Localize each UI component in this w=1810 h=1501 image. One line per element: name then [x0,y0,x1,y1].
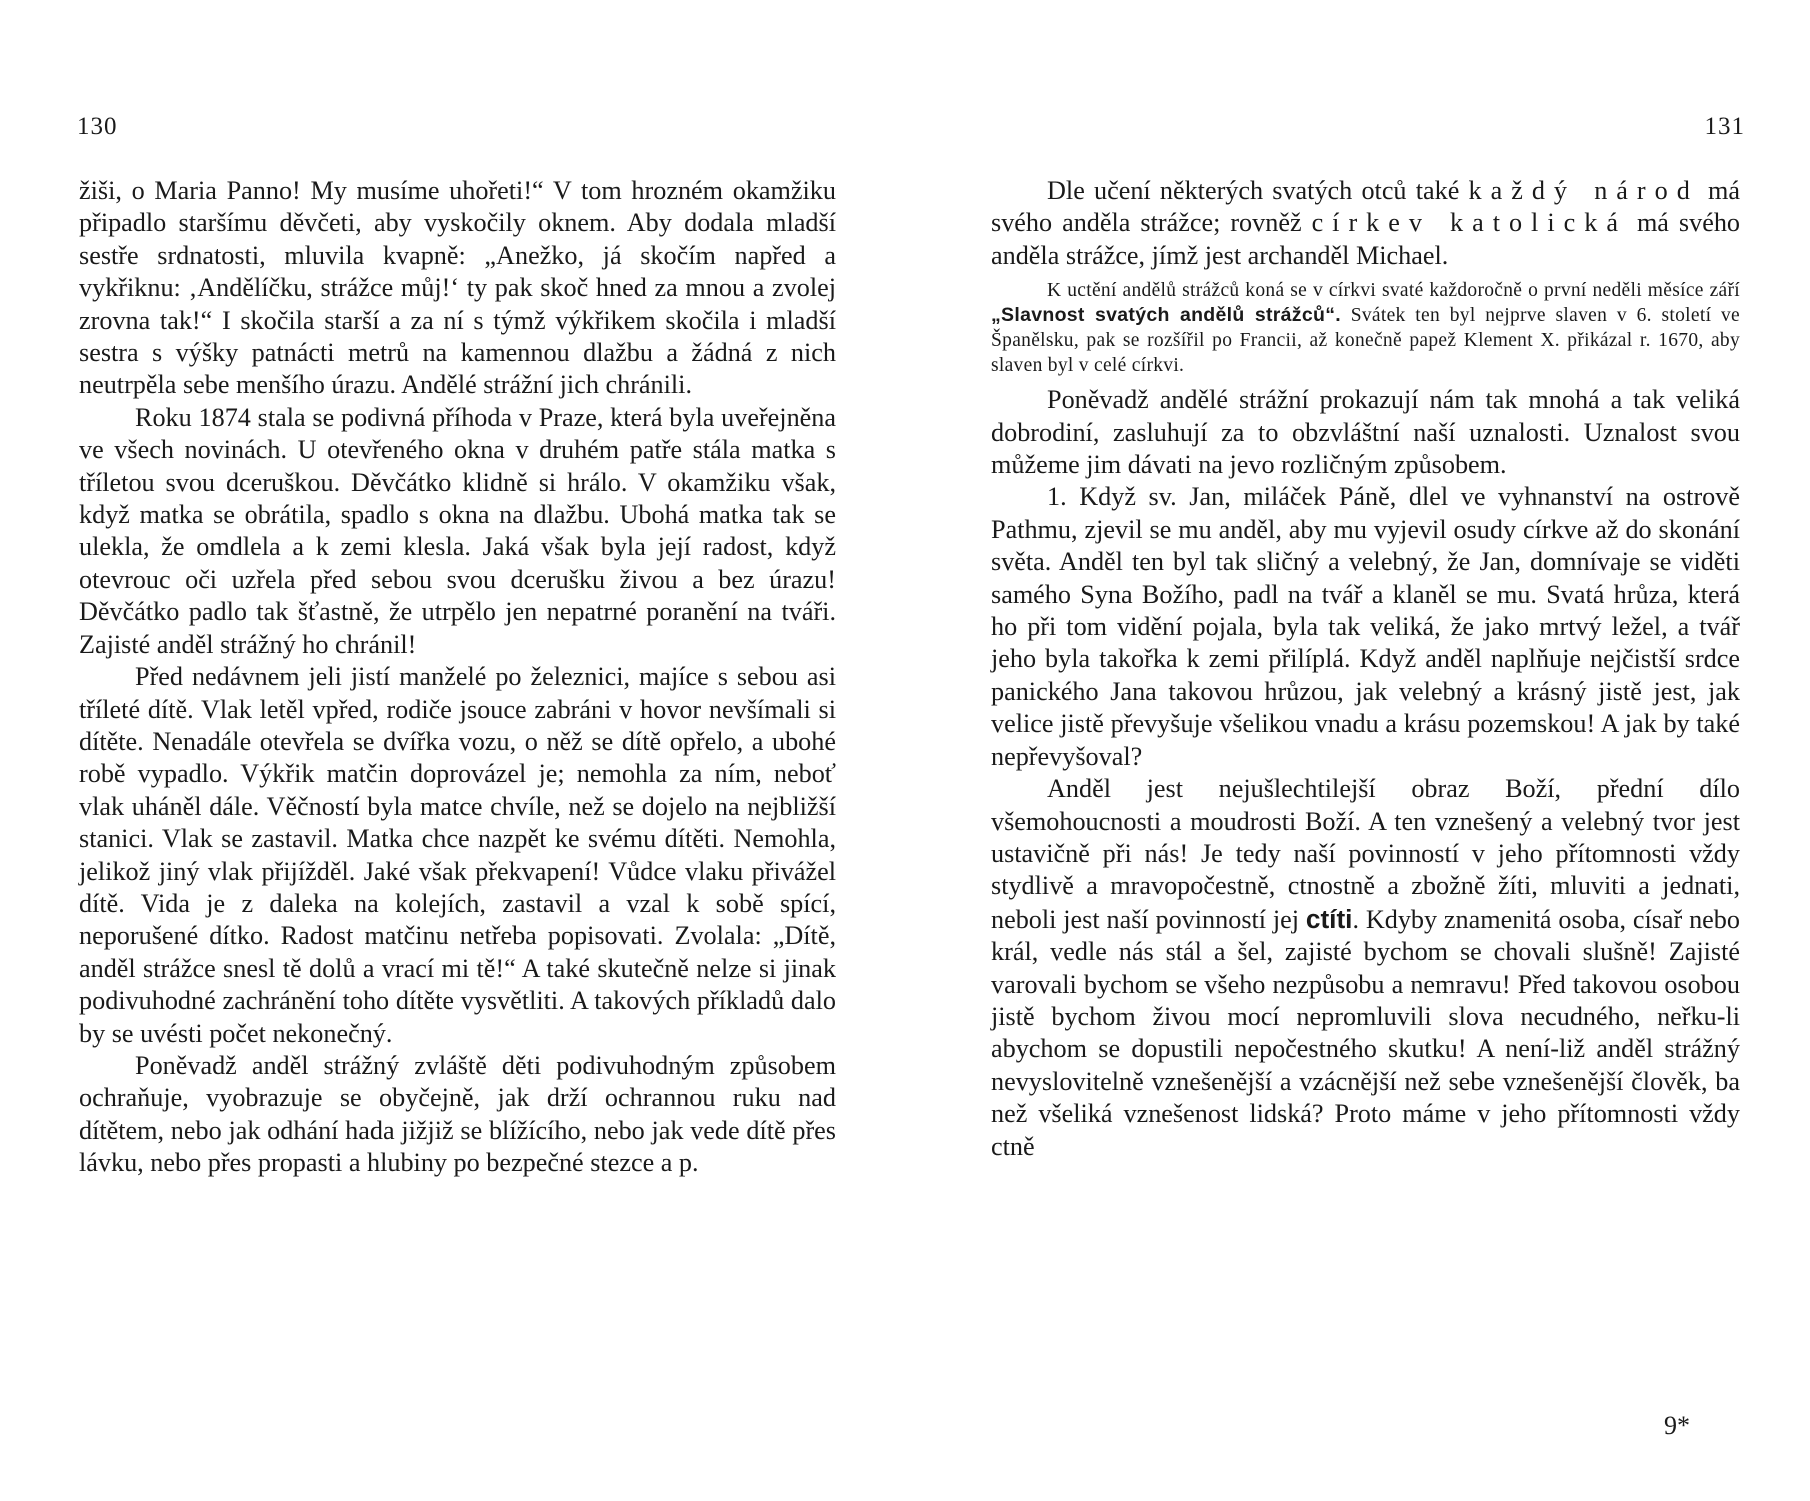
signature-mark: 9* [1664,1411,1690,1440]
paragraph: 1. Když sv. Jan, miláček Páně, dlel ve vyhnanství na ostrově Pathmu, zjevil se mu anděl, aby mu vyjevil osudy církve až do skonání světa. Anděl ten byl tak sličný a velebný, že Jan, domnívaje se viděti samého Syna Božího, padl na tvář a klaněl se mu. Svatá hrůza, která ho při tom vidění pojala, byla tak veliká, že jako mrtvý ležel, a tvář jeho byla takořka k zemi přilíplá. Když anděl naplňuje nejčistší srdce panického Jana takovou hrůzou, jak velebný a krásný jistě jest, jak velice jistě převyšuje všelikou vnadu a krásu pozemskou! A jak by také nepřevyšoval? [991,482,1740,771]
paragraph [991,773,1740,1163]
right-page [905,0,1810,1501]
bold-word: ctíti [1305,903,1353,934]
text-run: Anděl jest nejušlechtilejší obraz Boží, přední dílo všemohoucnosti a moudrosti Boží. A ten vznešený a velebný tvor jest ustavičně při nás! Je tedy naší povinností v jeho přítomnosti vždy stydlivě a mravopočestně, ctnostně a zbožně žíti, mluviti a jednati, neboli jest naší povinností jej [991,774,1740,934]
bold-feast-name: „Slavnost svatých andělů strážců“. [991,304,1341,327]
text-column [79,175,836,1180]
text-run: Svátek ten byl nejprve slaven v 6. století ve Španělsku, pak se rozšířil po Francii, až konečně papež Klement X. přikázal r. 1670, aby slaven byl v celé církvi. [991,305,1741,377]
paragraph: žiši, o Maria Panno! My musíme uhořeti!“ V tom hrozném okamžiku připadlo staršímu děvčeti, aby vyskočily oknem. Aby dodala mladší sestře srdnatosti, mluvila kvapně: „Anežko, já skočím napřed a vykřiknu: ‚Andělíčku, strážce můj!‘ ty pak skoč hned za mnou a zvolej zrovna tak!“ I skočila starší a za ní s týmž výkřikem skočila i mladší sestra s výšky patnácti metrů na kamennou dlažbu a žádná z nich neutrpěla sebe menšího úrazu. Andělé strážní jich chránili. [79,176,836,400]
spaced-emphasis: církev katolická [1311,208,1627,238]
paragraph: Před nedávnem jeli jistí manželé po železnici, majíce s sebou asi tříleté dítě. Vlak letěl vpřed, rodiče jsouce zabráni v hovor nevšímali si dítěte. Nenadále otevřela se dvířka vozu, o něž se dítě opřelo, a ubohé robě vypadlo. Výkřik matčin doprovázel je; nemohla za ním, neboť vlak uháněl dále. Věčností byla matce chvíle, než se dojelo na nejbližší stanici. Vlak se zastavil. Matka chce nazpět ke svému dítěti. Nemohla, jelikož jiný vlak přijížděl. Jaké však překvapení! Vůdce vlaku přivážel dítě. Vida je z daleka na kolejích, zastavil a vzal k sobě spící, neporušené dítko. Radost matčinu netřeba popisovati. Zvolala: „Dítě, anděl strážce snesl tě dolů a vrací mi tě!“ A také skutečně nelze si jinak podivuhodné zachránění toho dítěte vysvětliti. A takových příkladů dalo by se uvésti počet nekonečný. [79,662,836,1048]
paragraph: Roku 1874 stala se podivná příhoda v Praze, která byla uveřejněna ve všech novinách. U otevřeného okna v druhém patře stála matka s tříletou svou dceruškou. Děvčátko klidně si hrálo. V okamžiku však, když matka se obrátila, spadlo s okna na dlažbu. Ubohá matka tak se ulekla, že omdlela a k zemi klesla. Jaká však byla její radost, když otevrouc oči uzřela před sebou svou dcerušku živou a bez úrazu! Děvčátko padlo tak šťastně, že utrpělo jen nepatrné poranění na tváři. Zajisté anděl strážný ho chránil! [79,402,836,659]
text-run: . Kdyby znamenitá osoba, císař nebo král, vedle nás stál a šel, zajisté bychom se chovali slušně! Zajisté varovali bychom se všeho nezpůsobu a nemravu! Před takovou osobou jistě bychom živou mocí nepromluvili slova necudného, neřku-li abychom se dopustili nepočestného skutku! A není-liž anděl strážný nevyslovitelně vznešenější a vzácnější než sebe vznešenější člověk, ba než všeliká vznešenost lidská? Proto máme v jeho přítomnosti vždy ctně [991,904,1740,1161]
paragraph: Poněvadž andělé strážní prokazují nám tak mnohá a tak veliká dobrodiní, zasluhují za to obzvláštní naší uznalosti. Uznalost svou můžeme jim dávati na jevo rozličným způsobem. [991,385,1740,480]
text-run: má svého anděla strážce; rovněž [991,176,1740,238]
paragraph: Poněvadž anděl strážný zvláště děti podivuhodným způsobem ochraňuje, vyobrazuje se obyčejně, jak drží ochrannou ruku nad dítětem, nebo jak odhání hada jižjiž se blížícího, nebo jak vede dítě přes lávku, nebo přes propasti a hlubiny po bezpečné stezce a p. [79,1050,836,1178]
paragraph [991,175,1740,272]
page-number: 131 [1704,113,1745,140]
footnote-paragraph [991,278,1740,378]
text-run: Dle učení některých svatých otců také [1047,176,1460,205]
text-run: K uctění andělů strážců koná se v církvi svaté každoročně o první neděli měsíce září [1047,280,1740,302]
text-run: má svého anděla strážce, jímž jest archanděl Michael. [991,208,1741,270]
text-column [991,175,1740,1163]
spaced-emphasis: každý národ [1468,176,1699,205]
page-number: 130 [77,113,118,140]
